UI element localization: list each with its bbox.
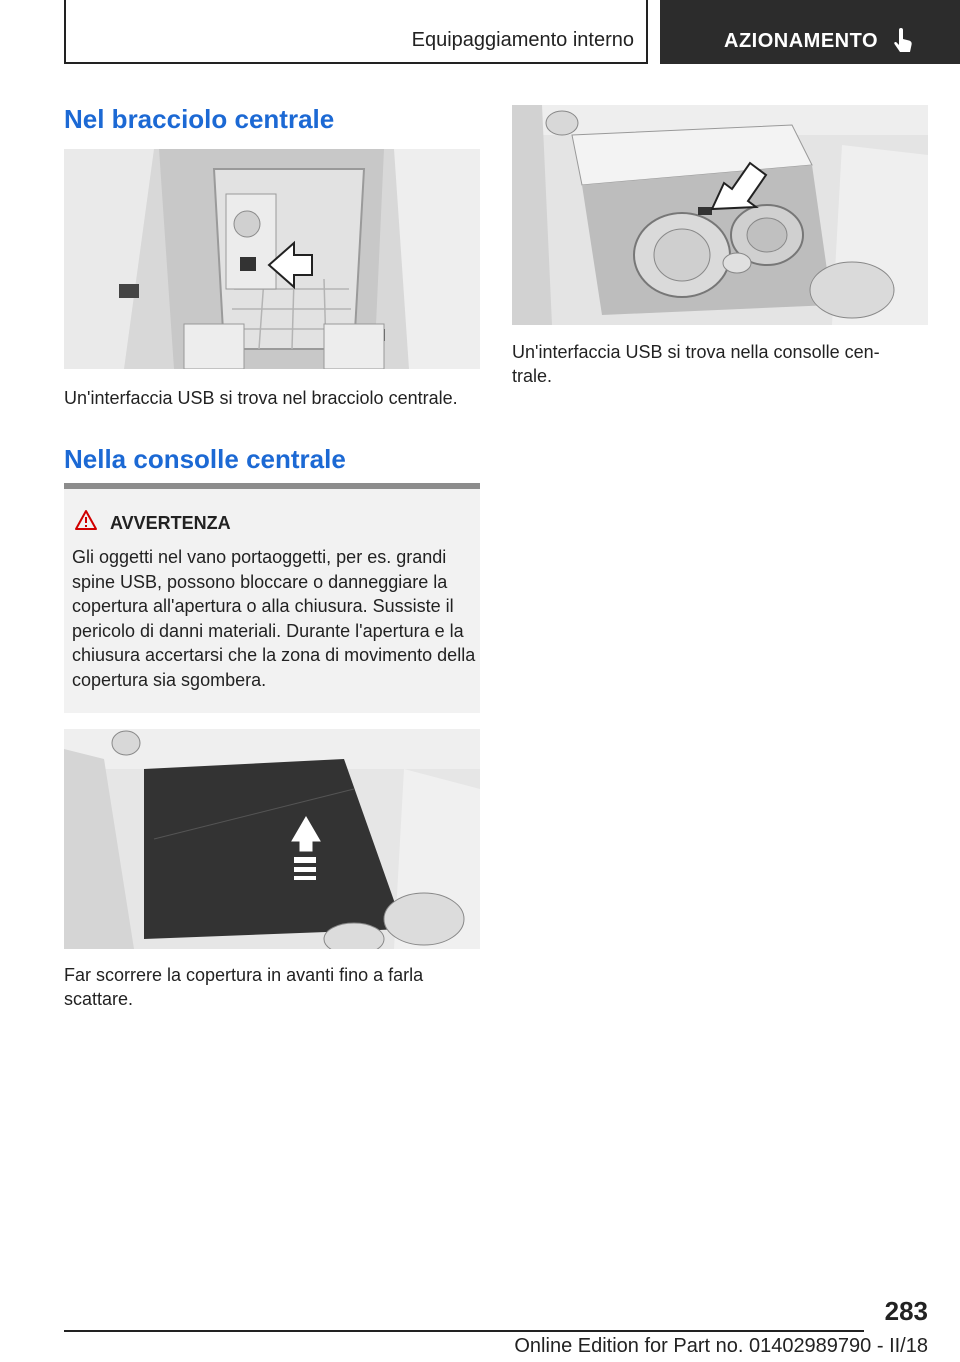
pointing-hand-icon bbox=[892, 28, 914, 54]
header-chapter-title: AZIONAMENTO bbox=[724, 29, 879, 52]
footer-divider bbox=[64, 1330, 864, 1332]
footer-edition: Online Edition for Part no. 01402989790 - II/18 bbox=[514, 1335, 928, 1357]
console-cover-image bbox=[64, 729, 480, 949]
armrest-usb-image bbox=[64, 149, 480, 369]
page-number: 283 bbox=[884, 1296, 928, 1326]
warning-title: AVVERTENZA bbox=[110, 513, 231, 533]
warning-box bbox=[64, 483, 480, 713]
heading-console: Nella consolle centrale bbox=[64, 444, 346, 474]
warning-text: Gli oggetti nel vano portaoggetti, per es. grandi spine USB, possono bloccare o danneggiare la copertura all'apertura o alla chiusura. Sussiste il pericolo di danni materiali. Durante l'apertura e la chiusura accertarsi che la zona di movimento della copertura sia sgombera. bbox=[72, 547, 476, 690]
warning-triangle-icon bbox=[74, 509, 98, 531]
heading-armrest: Nel bracciolo centrale bbox=[64, 104, 335, 134]
caption-armrest: Un'interfaccia USB si trova nel bracciolo centrale. bbox=[64, 388, 458, 408]
header-section-title: Equipaggiamento interno bbox=[411, 28, 634, 51]
header-chapter-box bbox=[660, 0, 960, 64]
header-section-box bbox=[64, 0, 648, 64]
caption-slide: Far scorrere la copertura in avanti fino a farla scattare. bbox=[64, 965, 424, 1009]
caption-console-usb: Un'interfaccia USB si trova nella consolle cen-trale. bbox=[512, 342, 880, 386]
console-usb-image bbox=[512, 105, 928, 325]
